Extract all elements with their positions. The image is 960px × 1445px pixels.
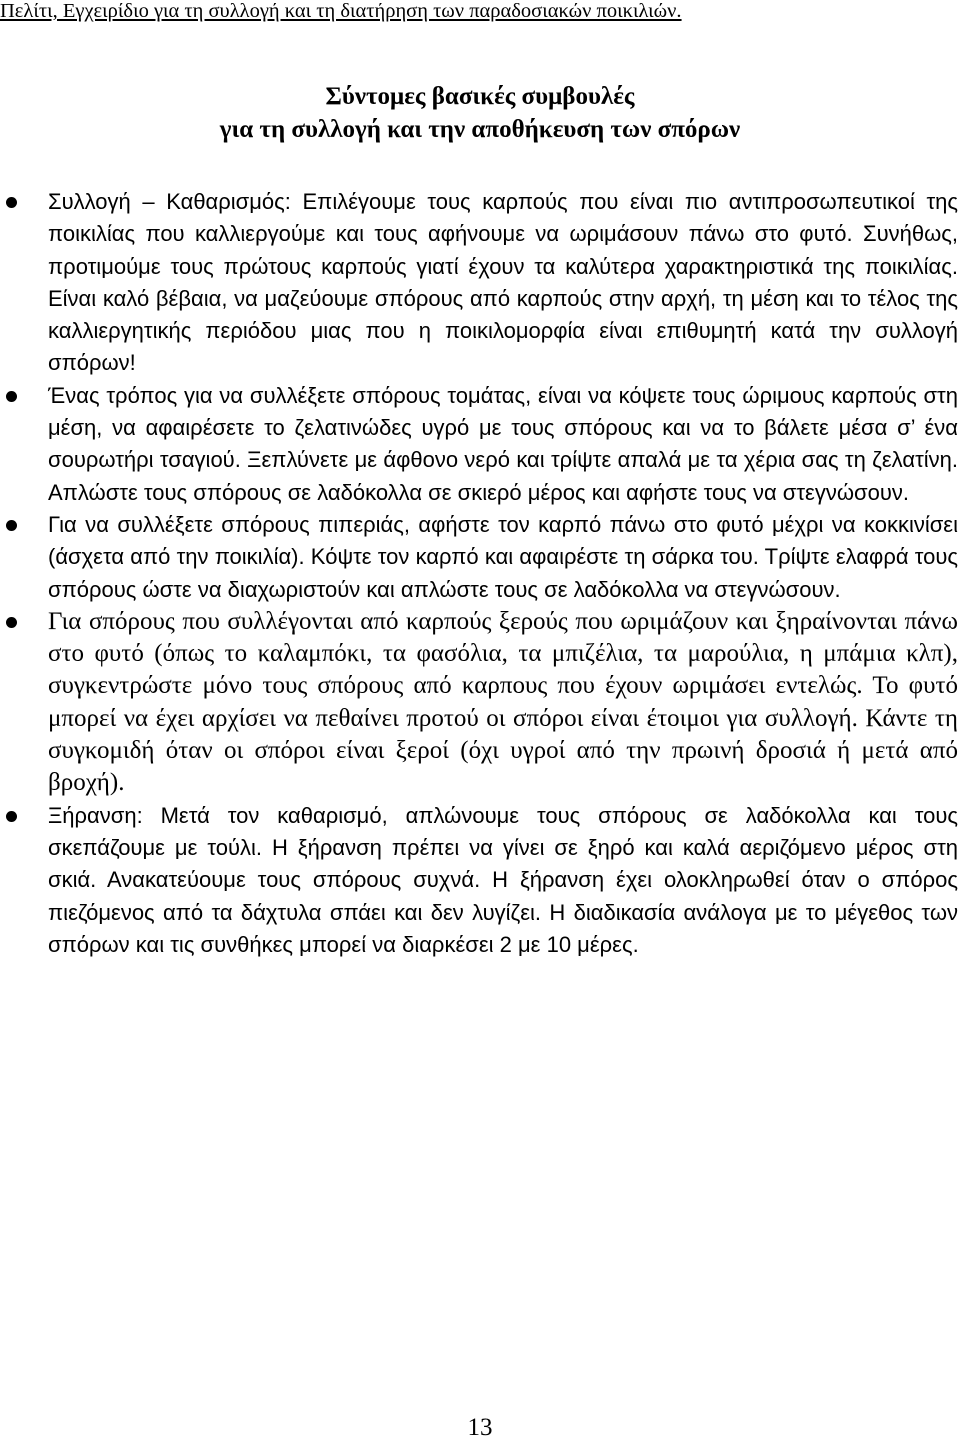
section-title [0, 80, 960, 146]
bullet-text: Ξήρανση: Μετά τον καθαρισμό, απλώνουμε τους σπόρους σε λαδόκολλα και τους σκεπάζουμε με τούλι. Η ξήρανση πρέπει να γίνει σε ξηρό και καλά αεριζόμενο μέρος στη σκιά. Ανακατεύουμε τους σπόρους συχνά. Η ξήρανση έχει ολοκληρωθεί όταν ο σπόρος πιεζόμενος από τα δάχτυλα σπάει και δεν λυγίζει. Η διαδικασία ανάλογα με το μέγεθος των σπόρων και τις συνθήκες μπορεί να διαρκέσει 2 με 10 μέρες. [48, 802, 958, 957]
bullet-text: Για σπόρους που συλλέγονται από καρπούς ξερούς που ωριμάζουν και ξηραίνονται πάνω στο φυτό (όπως το καλαμπόκι, τα φασόλια, τα μπιζέλια, τα μαρούλια, η μπάμια κλπ), συγκεντρώστε μόνο τους σπόρους από καρπους που έχουν ωριμάσει εντελώς. Το φυτό μπορεί να έχει αρχίσει να πεθαίνει προτού οι σπόροι είναι έτοιμοι για συλλογή. Κάντε τη συγκομιδή όταν οι σπόροι είναι ξεροί (όχι υγροί από την πρωινή δροσιά ή μετά από βροχή). [48, 607, 958, 797]
bullet-list [0, 186, 960, 961]
page-number: 13 [467, 1414, 493, 1441]
bullet-item-tomato [0, 380, 958, 509]
section-title-line-1: Σύντομες βασικές συμβουλές [325, 83, 635, 110]
bullet-text: Για να συλλέξετε σπόρους πιπεριάς, αφήστε τον καρπό πάνω στο φυτό μέχρι να κοκκινίσει (άσχετα από την ποικιλία). Κόψτε τον καρπό και αφαιρέστε τη σάρκα του. Τρίψτε ελαφρά τους σπόρους ώστε να διαχωριστούν και απλώστε τους σε λαδόκολλα να στεγνώσουν. [48, 511, 958, 602]
bullet-icon [6, 197, 17, 208]
bullet-text: Συλλογή – Καθαρισμός: Επιλέγουμε τους καρπούς που είναι πιο αντιπροσωπευτικοί της ποικιλίας που καλλιεργούμε και τους αφήνουμε να ωριμάσουν πάνω στο φυτό. Συνήθως, προτιμούμε τους πρώτους καρπούς γιατί έχουν τα καλύτερα χαρακτηριστικά της ποικιλίας. Είναι καλό βέβαια, να μαζεύουμε σπόρους από καρπούς στην αρχή, τη μέση και το τέλος της καλλιεργητικής περιόδου μιας που η ποικιλομορφία είναι επιθυμητή κατά την συλλογή σπόρων! [48, 189, 958, 376]
bullet-icon [6, 811, 17, 822]
bullet-icon [6, 391, 17, 402]
bullet-item-pepper [0, 509, 958, 606]
bullet-icon [6, 520, 17, 531]
running-header: Πελίτι, Εγχειρίδιο για τη συλλογή και τη διατήρηση των παραδοσιακών ποικιλιών. [0, 0, 682, 22]
bullet-icon [6, 617, 17, 628]
bullet-text: Ένας τρόπος για να συλλέξετε σπόρους τομάτας, είναι να κόψετε τους ώριμους καρπούς στη μέση, να αφαιρέσετε το ζελατινώδες υγρό με τους σπόρους και να το βάλετε μέσα σ’ ένα σουρωτήρι τσαγιού. Ξεπλύνετε με άφθονο νερό και τρίψτε απαλά με τα χέρια σας τη ζελατίνη. Απλώστε τους σπόρους σε λαδόκολλα σε σκιερό μέρος και αφήστε τους να στεγνώσουν. [48, 382, 958, 505]
section-title-line-2: για τη συλλογή και την αποθήκευση των σπόρων [219, 116, 741, 143]
bullet-item-drying [0, 800, 958, 961]
bullet-item-collection [0, 186, 958, 380]
bullet-item-dry-fruits [0, 606, 958, 800]
